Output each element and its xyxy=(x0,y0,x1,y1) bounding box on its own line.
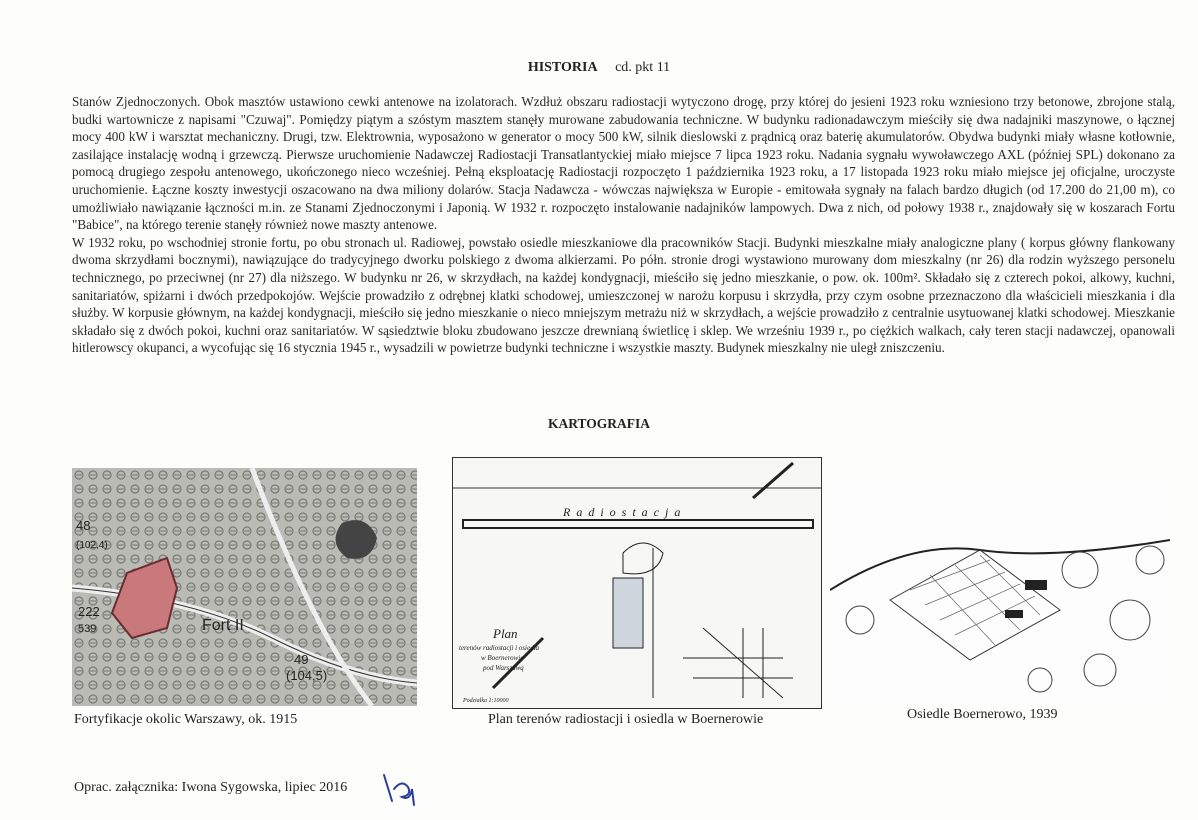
map-label-b: (102,4) xyxy=(76,540,108,551)
caption-fortification-map: Fortyfikacje okolic Warszawy, ok. 1915 xyxy=(74,712,298,727)
handwritten-signature xyxy=(378,767,428,812)
history-text xyxy=(72,93,1175,357)
page-header xyxy=(0,60,1198,76)
settlement-drawing-image xyxy=(830,480,1170,702)
plan-label-line4: pod Warszawą xyxy=(483,664,524,672)
plan-scale: Podziałka 1:10000 xyxy=(463,698,509,704)
map-label-fort: Fort II xyxy=(202,617,244,634)
map-label-g: (104,5) xyxy=(286,668,328,683)
plan-label-line3: w Boernerowie xyxy=(481,654,524,662)
caption-settlement: Osiedle Boernerowo, 1939 xyxy=(907,707,1058,722)
page-subtitle: cd. pkt 11 xyxy=(615,60,671,75)
page-title: HISTORIA xyxy=(527,60,598,75)
map-label-c: 222 xyxy=(78,604,100,619)
caption-radiostation-plan: Plan terenów radiostacji i osiedla w Boernerowie xyxy=(488,712,764,727)
section-title: KARTOGRAFIA xyxy=(547,416,651,431)
paragraph-1: Stanów Zjednoczonych. Obok masztów ustawiono cewki antenowe na izolatorach. Wzdłuż obszaru radiostacji wytyczono drogę, przy której do jesieni 1923 roku wzniesiono trzy betonowe, zbrojone stalą, budki wartownicze z napisami "Czuwaj". Pomiędzy piątym a szóstym masztem stanęły murowane zabudowania techniczne. W budynku radionadawczym mieściły się dwa nadajniki maszynowe, o łącznej mocy 400 kW i warsztat mechaniczny. Drugi, tzw. Elektrownia, wyposażono w generator o mocy 500 kW, silnik dieslowski z prądnicą oraz baterię akumulatorów. Obydwa budynki miały własne kotłownie, zasilające instalację wodną i grzewczą. Pierwsze uruchomienie Nadawczej Radiostacji Transatlantyckiej miało miejsce 7 lipca 1923 roku. Nadania sygnału wywoławczego AXL (później SPL) dokonano za pomocą drugiego zespołu antenowego, ukończonego nieco wcześniej. Pełną eksploatację Radiostacji rozpoczęto 1 października 1923 roku, a 17 listopada 1923 roku miało miejsce jej oficjalne, uroczyste uruchomienie. Łączne koszty inwestycji oszacowano na dwa miliony dolarów. Stacja Nadawcza - wówczas największa w Europie - emitowała sygnały na falach bardzo długich (od 17.200 do 21,00 m), co umożliwiało nawiązanie łączności m.in. ze Stanami Zjednoczonymi i Japonią. W 1932 r. rozpoczęto instalowanie nadajników lampowych. Dwa z nich, od połowy 1938 r., znajdowały się w koszarach Fortu "Babice", na którego terenie stanęły również nowe maszty antenowe. xyxy=(72,94,1175,233)
plan-heading: Radiostacja xyxy=(563,505,687,519)
map-label-a: 48 xyxy=(76,518,91,533)
map-label-f: 49 xyxy=(294,652,309,667)
plan-label-plan: Plan xyxy=(493,626,518,641)
plan-label-line2: terenów radiostacji i osiedla xyxy=(459,644,540,652)
paragraph-2: W 1932 roku, po wschodniej stronie fortu, po obu stronach ul. Radiowej, powstało osiedle mieszkaniowe dla pracowników Stacji. Budynki mieszkalne miały analogiczne plany ( korpus główny flankowany dwoma skrzydłami bocznymi), nawiązujące do tradycyjnego dworku polskiego z dwoma alkierzami. Po półn. stronie drogi wystawiono murowany dom mieszkalny (nr 26) dla rodzin wyższego personelu technicznego, po przeciwnej (nr 27) dla niższego. W budynku nr 26, w skrzydłach, na każdej kondygnacji, mieściło się jedno mieszkanie, o pow. ok. 100m². Składało się z czterech pokoi, alkowy, kuchni, sanitariatów, spiżarni i dwóch przedpokojów. Wejście prowadziło z odrębnej klatki schodowej, umieszczonej w narożu korpusu i skrzydła, przy czym osobne przeznaczono dla właścicieli mieszkania i dla służby. W korpusie głównym, na każdej kondygnacji, mieściło się jedno mieszkanie o nieco mniejszym metrażu niż w skrzydłach, a wejście prowadziło z centralnie usytuowanej klatki schodowej. Mieszkanie składało się z dwóch pokoi, kuchni oraz sanitariatów. W sąsiedztwie bloku zbudowano jeszcze drewnianą świetlicę i sklep. We wrześniu 1939 r., po ciężkich walkach, cały teren stacji nadawczej, opanowali hitlerowscy okupanci, a wycofując się 16 stycznia 1945 r., wysadzili w powietrze budynki techniczne i wszystkie maszty. Budynek mieszkalny nie uległ zniszczeniu. xyxy=(72,234,1175,356)
map-label-d: 539 xyxy=(78,623,97,635)
radiostation-plan-image xyxy=(452,457,822,709)
author-footer: Oprac. załącznika: Iwona Sygowska, lipiec 2016 xyxy=(74,780,348,795)
fortification-map-image xyxy=(72,468,417,706)
